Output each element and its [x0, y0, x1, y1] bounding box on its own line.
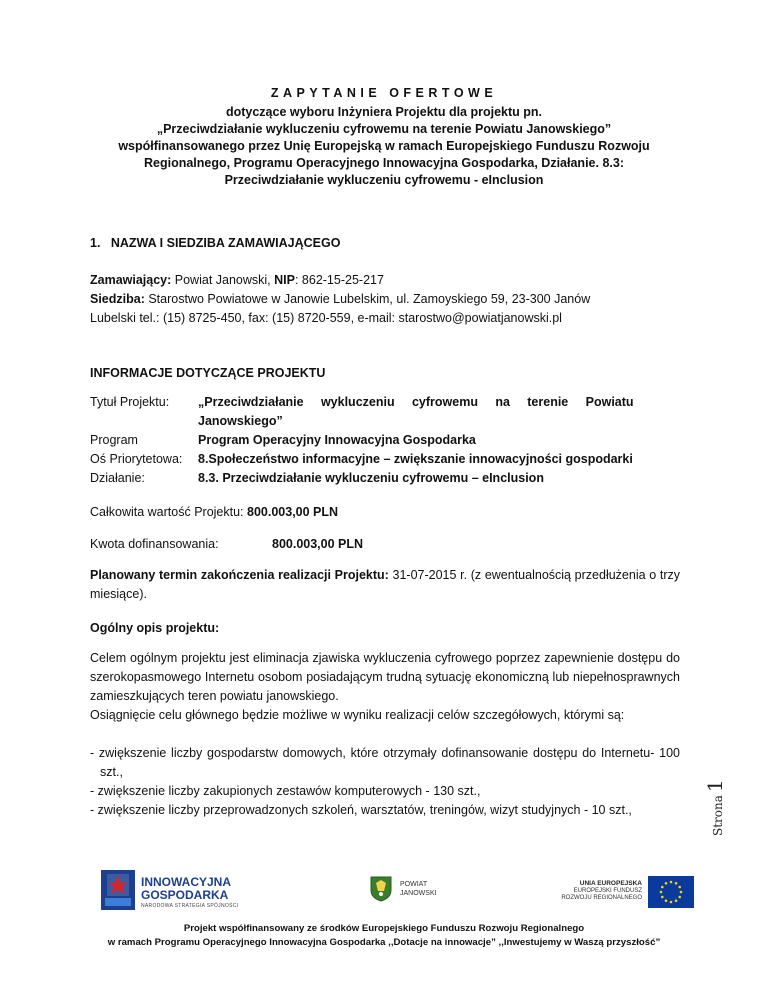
funding-label: Kwota dofinansowania: [90, 537, 219, 551]
funding-row [90, 537, 363, 551]
ue-line2: EUROPEJSKI FUNDUSZ [573, 888, 642, 894]
page-number [697, 706, 737, 836]
program-row [90, 433, 476, 447]
row-label: Oś Priorytetowa: [90, 452, 183, 466]
siedziba-line1: Starostwo Powiatowe w Janowie Lubelskim, ul. Zamoyskiego 59, 23-300 Janów [144, 292, 591, 306]
intro-line: Regionalnego, Programu Operacyjnego Innowacyjna Gospodarka, Działanie. 8.3: [144, 156, 624, 170]
row-label: Tytuł Projektu: [90, 395, 170, 409]
siedziba-block [90, 290, 680, 309]
bullet-item: - zwiększenie liczby gospodarstw domowych, które otrzymały dofinansowanie dostępu do Internetu- 100 szt., [90, 746, 680, 779]
nip-label: NIP [274, 273, 295, 287]
ue-line3: ROZWOJU REGIONALNEGO [561, 895, 642, 901]
row-value: Program Operacyjny Innowacyjna Gospodarka [198, 433, 476, 447]
powiat-line1: POWIAT [400, 881, 428, 888]
deadline-value: 31-07-2015 r. (z ewentualnością przedłużenia o trzy miesiące). [90, 568, 680, 601]
row-value: 8.Społeczeństwo informacyjne – zwiększanie innowacyjności gospodarki [198, 452, 633, 466]
description-heading: Ogólny opis projektu: [90, 621, 220, 635]
document-title: ZAPYTANIE OFERTOWE [270, 86, 498, 100]
total-label: Całkowita wartość Projektu: [90, 505, 244, 519]
intro-line: „Przeciwdziałanie wykluczeniu cyfrowemu na terenie Powiatu Janowskiego” [156, 122, 612, 136]
page-number-label: Strona [711, 795, 725, 836]
powiat-crest-icon [370, 876, 392, 902]
project-title-row [90, 395, 634, 409]
intro-line: współfinansowanego przez Unię Europejską w ramach Europejskiego Funduszu Rozwoju [118, 139, 650, 153]
row-value: 8.3. Przeciwdziałanie wykluczeniu cyfrowemu – eInclusion [198, 471, 544, 485]
intro-block [0, 104, 768, 189]
action-row [90, 471, 544, 485]
deadline-paragraph [90, 566, 680, 604]
total-value: 800.003,00 PLN [247, 505, 339, 519]
footer-line2: w ramach Programu Operacyjnego Innowacyjna Gospodarka ,,Dotacje na innowacje” ,,Inwestujemy w Waszą przyszłość” [107, 937, 661, 948]
total-value-row [90, 505, 338, 519]
powiat-line2: JANOWSKI [400, 890, 437, 897]
page-number-value: 1 [703, 779, 727, 793]
ue-line1: UNIA EUROPEJSKA [579, 880, 642, 887]
funding-value: 800.003,00 PLN [272, 537, 364, 551]
project-info-heading: INFORMACJE DOTYCZĄCE PROJEKTU [90, 366, 326, 380]
eu-flag-icon [648, 876, 694, 908]
unia-europejska-logo [562, 876, 702, 910]
section1-heading: 1. NAZWA I SIEDZIBA ZAMAWIAJĄCEGO [90, 236, 341, 250]
siedziba-line2: Lubelski tel.: (15) 8725-450, fax: (15) 8720-559, e-mail: starostwo@powiatjanowski.pl [90, 311, 562, 325]
ig-line2: GOSPODARKA [141, 888, 229, 902]
siedziba-label: Siedziba: [90, 292, 145, 306]
powiat-janowski-logo [370, 876, 460, 906]
intro-line: Przeciwdziałanie wykluczeniu cyfrowemu - eInclusion [224, 173, 544, 187]
nip-value: : 862-15-25-217 [294, 273, 384, 287]
goal-sentence: Osiągnięcie celu głównego będzie możliwe w wyniku realizacji celów szczegółowych, którymi są: [90, 708, 625, 722]
row-value: „Przeciwdziałanie wykluczeniu cyfrowemu na terenie Powiatu [198, 395, 634, 409]
project-title-row-cont [90, 414, 283, 428]
deadline-label: Planowany termin zakończenia realizacji Projektu: [90, 568, 389, 582]
zamawiajacy-label: Zamawiający: [90, 273, 172, 287]
intro-line: dotyczące wyboru Inżyniera Projektu dla projektu pn. [225, 105, 543, 119]
priority-axis-row [90, 452, 633, 466]
zamawiajacy-value: Powiat Janowski, [171, 273, 275, 287]
zamawiajacy-line [90, 271, 384, 290]
row-label: Program [90, 433, 138, 447]
footer-line1: Projekt współfinansowany ze środków Europejskiego Funduszu Rozwoju Regionalnego [183, 923, 585, 934]
innowacyjna-gospodarka-logo [99, 866, 289, 916]
bullet-item: - zwiększenie liczby przeprowadzonych szkoleń, warsztatów, treningów, wizyt studyjnych - 10 szt., [90, 803, 632, 817]
row-label: Działanie: [90, 471, 145, 485]
row-value: Janowskiego” [198, 414, 283, 428]
description-paragraph: Celem ogólnym projektu jest eliminacja zjawiska wykluczenia cyfrowego poprzez zapewnienie dostępu do szerokopasmowego Internetu osobom posiadającym trudną sytuację ekonomiczną lub niepełnosprawnych zamieszkujących teren powiatu janowskiego. [90, 651, 680, 703]
footer [0, 922, 768, 950]
bullet-item: - zwiększenie liczby zakupionych zestawów komputerowych - 130 szt., [90, 784, 481, 798]
ig-line3: NARODOWA STRATEGIA SPÓJNOŚCI [141, 903, 239, 909]
ig-emblem-icon [99, 866, 137, 912]
ig-line1: INNOWACYJNA [141, 875, 232, 889]
